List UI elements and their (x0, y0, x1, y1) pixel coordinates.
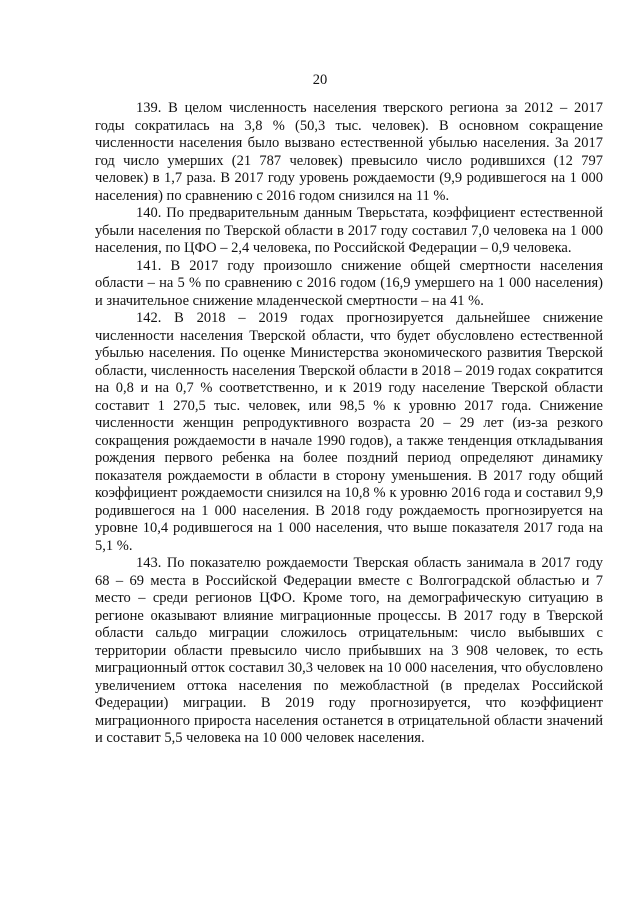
paragraph-143: 143. По показателю рождаемости Тверская область занимала в 2017 году 68 – 69 места в Российской Федерации вместе с Волгоградской областью и 7 место – среди регионов ЦФО. Кроме того, на демографическую ситуацию в регионе оказывают влияние миграционные процессы. В 2017 году в Тверской области сальдо миграции сложилось отрицательным: число выбывших с территории области превысило число прибывших на 3 908 человек, то есть миграционный отток составил 30,3 человек на 10 000 населения, что обусловлено увеличением оттока населения по межобластной (в пределах Российской Федерации) миграции. В 2019 году прогнозируется, что коэффициент миграционного прироста населения останется в отрицательной области значений и составит 5,5 человека на 10 000 человек населения. (95, 555, 603, 746)
paragraph-139: 139. В целом численность населения тверского региона за 2012 – 2017 годы сократилась на 3,8 % (50,3 тыс. человек). В основном сокращение численности населения было вызвано естественной убылью населения. За 2017 год число умерших (21 787 человек) превысило число родившихся (12 797 человек) в 1,7 раза. В 2017 году уровень рождаемости (9,9 родившегося на 1 000 населения) по сравнению с 2016 годом снизился на 11 %. (95, 100, 603, 204)
paragraph-141: 141. В 2017 году произошло снижение общей смертности населения области – на 5 % по сравнению с 2016 годом (16,9 умершего на 1 000 населения) и значительное снижение младенческой смертности – на 41 %. (95, 257, 603, 309)
document-body (95, 100, 603, 748)
page-number: 20 (312, 72, 328, 88)
paragraph-142: 142. В 2018 – 2019 годах прогнозируется дальнейшее снижение численности населения Тверской области, что будет обусловлено естественной убылью населения. По оценке Министерства экономического развития Тверской области, численность населения Тверской области в 2018 – 2019 годах сократится на 0,8 и на 0,7 % соответственно, и к 2019 году население Тверской области составит 1 270,5 тыс. человек, или 98,5 % к уровню 2017 года. Снижение численности женщин репродуктивного возраста 20 – 29 лет (из-за резкого сокращения рождаемости в начале 1990 годов), а также тенденция откладывания рождения первого ребенка на более поздний период определяют динамику показателя рождаемости в области в сторону уменьшения. В 2017 году общий коэффициент рождаемости снизился на 10,8 % к уровню 2016 года и составил 9,9 родившегося на 1 000 населения. В 2018 году рождаемость прогнозируется на уровне 10,4 родившегося на 1 000 населения, что выше показателя 2017 года на 5,1 %. (95, 310, 603, 554)
paragraph-140: 140. По предварительным данным Тверьстата, коэффициент естественной убыли населения по Тверской области в 2017 году составил 7,0 человека на 1 000 населения, по ЦФО – 2,4 человека, по Российской Федерации – 0,9 человека. (95, 205, 603, 256)
